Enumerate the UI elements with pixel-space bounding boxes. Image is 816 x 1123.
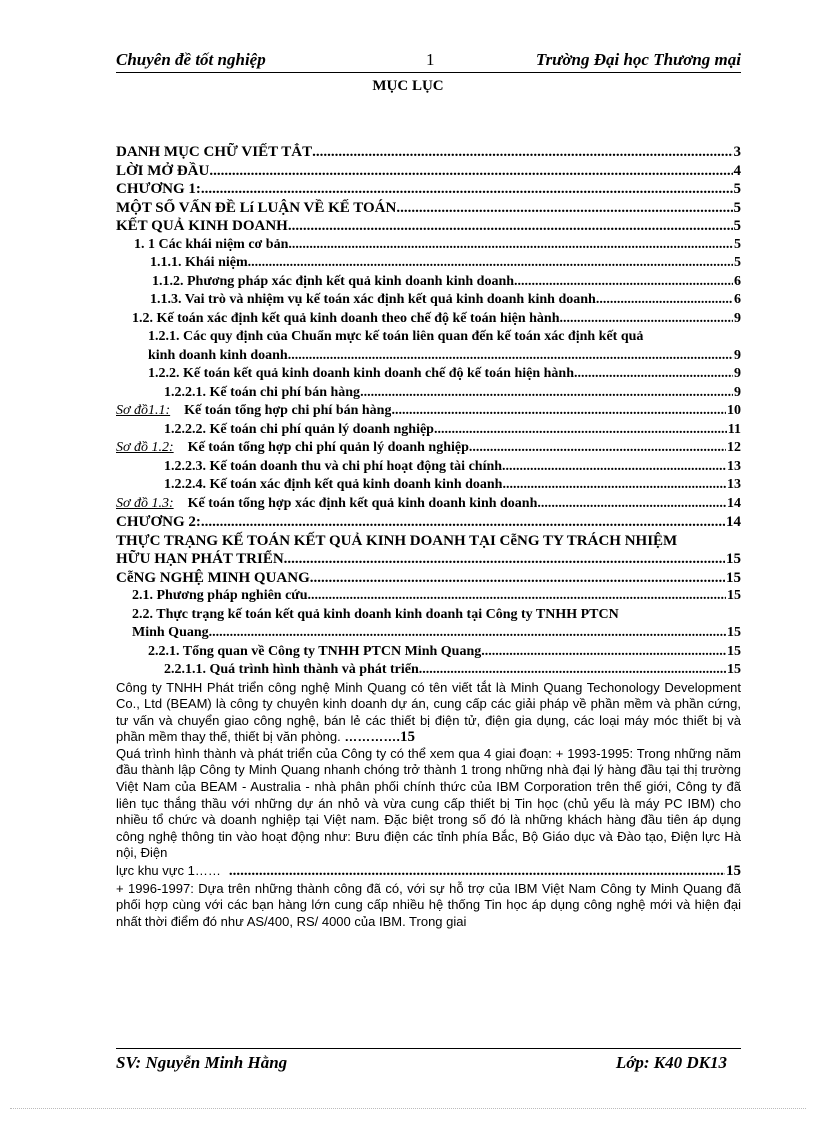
toc-entry-1-2-1[interactable]: 1.2.1. Các quy định của Chuẩn mực kế toán liên quan đến kế toán xác định kết quả kinh doanh kinh doanh ..... 9: [116, 328, 741, 365]
toc-entry-1-1-1[interactable]: 1.1.1. Khái niệm ..... 5: [116, 254, 741, 273]
toc-entry-chapter-1-title[interactable]: MỘT SỐ VẤN ĐỀ Lí LUẬN VỀ KẾ TOÁN ..... 5: [116, 199, 741, 218]
toc-entry-chapter-1-title-cont[interactable]: KẾT QUẢ KINH DOANH ..... 5: [116, 217, 741, 236]
page-footer: [116, 1048, 741, 1073]
toc-entry-chapter-2-title-cont[interactable]: CễNG NGHỆ MINH QUANG ..... 15: [116, 569, 741, 588]
toc-entry-1-2-2-3[interactable]: 1.2.2.3. Kế toán doanh thu và chi phí hoạt động tài chính ..... 13: [116, 458, 741, 477]
toc-entry-abbreviations[interactable]: DANH MỤC CHỮ VIẾT TẮT ..... 3: [116, 143, 741, 162]
page-header: [116, 50, 741, 73]
toc-entry-1-2-2[interactable]: 1.2.2. Kế toán kết quả kinh doanh kinh doanh chế độ kế toán hiện hành ..... 9: [116, 365, 741, 384]
header-page-number: 1: [426, 50, 435, 69]
diagram-label: Sơ đồ 1.2:: [116, 440, 174, 455]
header-document-type: Chuyên đề tốt nghiệp: [116, 50, 266, 69]
toc-entry-2-2-1-1[interactable]: 2.2.1.1. Quá trình hình thành và phát triển ..... 15: [116, 661, 741, 680]
footer-student-name: SV: Nguyễn Minh Hằng: [116, 1053, 288, 1072]
body-paragraph-company: Công ty TNHH Phát triển công nghệ Minh Quang có tên viết tắt là Minh Quang Techonology Development Co., Ltd (BEAM) là công ty chuyên kinh doanh dự án, cung cấp các giải pháp về phần mềm và phần cứng, tư vấn và chuyển giao công nghệ, bán lẻ các thiết bị điện tử, điện gia dụng, các loại máy móc thiết bị và phần mềm thay thế, thiết bị văn phòng. ………….15: [116, 679, 741, 746]
footer-class: Lớp: K40 DK13: [615, 1053, 727, 1072]
toc-entry-diagram-1-1[interactable]: Sơ đồ1.1: Kế toán tổng hợp chi phí bán hàng ..... 10: [116, 402, 741, 421]
body-paragraph-history: Quá trình hình thành và phát triển của Công ty có thể xem qua 4 giai đoạn: + 1993-1995: Trong những năm đầu thành lập Công ty Minh Quang nhanh chóng trở thành 1 trong những nhà đại lý hàng đầu tại thị trường Việt Nam của BEAM - Australia - nhà phân phối chính thức của IBM Corporation trên thế giới, Công ty đã liên tục thắng thầu với những dự án nhỏ và vừa cung cấp thiết bị Tin học (chủ yếu là máy PC IBM) cho nhiều tổ chức và doanh nghiệp tại Việt nam. Đặc biệt trong số đó là những khách hàng đầu tiên áp dụng công nghệ thông tin vào hoạt động như: Bưu điện các tỉnh phía Bắc, Bộ Giáo dục và Đào tạo, Điện lực Hà nội, Điện: [116, 745, 741, 861]
toc-entry-2-2[interactable]: 2.2. Thực trạng kế toán kết quả kinh doanh kinh doanh tại Công ty TNHH PTCN Minh Quang ..... 15: [116, 606, 741, 643]
toc-entry-1-2-2-2[interactable]: 1.2.2.2. Kế toán chi phí quản lý doanh nghiệp ..... 11: [116, 421, 741, 440]
body-paragraph-1996: + 1996-1997: Dựa trên những thành công đã có, với sự hỗ trợ của IBM Việt Nam Công ty Minh Quang đã phối hợp cùng với các bạn hàng lớn cung cấp nhiều hệ thống Tin học áp dụng công nghệ mới và hiện đại nhất thời điểm đó như AS/400, RS/ 4000 của IBM. Trong giai: [116, 880, 741, 929]
page-bottom-divider: [10, 1108, 806, 1109]
toc-entry-diagram-1-3[interactable]: Sơ đồ 1.3: Kế toán tổng hợp xác định kết quả kinh doanh kinh doanh ..... 14: [116, 495, 741, 514]
toc-entry-1-2-2-1[interactable]: 1.2.2.1. Kế toán chi phí bán hàng ..... 9: [116, 384, 741, 403]
toc-entry-1-1-2[interactable]: 1.1.2. Phương pháp xác định kết quả kinh doanh kinh doanh ..... 6: [116, 273, 741, 292]
toc-entry-introduction[interactable]: LỜI MỞ ĐẦU ..... 4: [116, 162, 741, 181]
diagram-label: Sơ đồ1.1:: [116, 403, 171, 418]
toc-entry-chapter-1[interactable]: CHƯƠNG 1: ..... 5: [116, 180, 741, 199]
toc-entry-1-2-2-4[interactable]: 1.2.2.4. Kế toán xác định kết quả kinh doanh kinh doanh ..... 13: [116, 476, 741, 495]
toc-entry-chapter-2-title[interactable]: THỰC TRẠNG KẾ TOÁN KẾT QUẢ KINH DOANH TẠI CễNG TY TRÁCH NHIỆM HỮU HẠN PHÁT TRIỂN ..... 15: [116, 532, 741, 569]
toc-entry-chapter-2[interactable]: CHƯƠNG 2: ..... 14: [116, 513, 741, 532]
body-history-last-line: lực khu vực 1…… ..... 15: [116, 862, 741, 881]
toc-entry-1-1[interactable]: 1. 1 Các khái niệm cơ bản ..... 5: [116, 236, 741, 255]
toc-entry-diagram-1-2[interactable]: Sơ đồ 1.2: Kế toán tổng hợp chi phí quản lý doanh nghiệp ..... 12: [116, 439, 741, 458]
toc-entry-1-2[interactable]: 1.2. Kế toán xác định kết quả kinh doanh theo chế độ kế toán hiện hành ..... 9: [116, 310, 741, 329]
toc-entry-2-1[interactable]: 2.1. Phương pháp nghiên cứu ..... 15: [116, 587, 741, 606]
table-of-contents: [116, 143, 741, 930]
page-title: MỤC LỤC: [372, 78, 444, 94]
toc-entry-2-2-1[interactable]: 2.2.1. Tổng quan về Công ty TNHH PTCN Minh Quang ..... 15: [116, 643, 741, 662]
diagram-label: Sơ đồ 1.3:: [116, 495, 174, 511]
toc-entry-1-1-3[interactable]: 1.1.3. Vai trò và nhiệm vụ kế toán xác định kết quả kinh doanh kinh doanh ..... 6: [116, 291, 741, 310]
header-university: Trường Đại học Thương mại: [535, 50, 741, 69]
